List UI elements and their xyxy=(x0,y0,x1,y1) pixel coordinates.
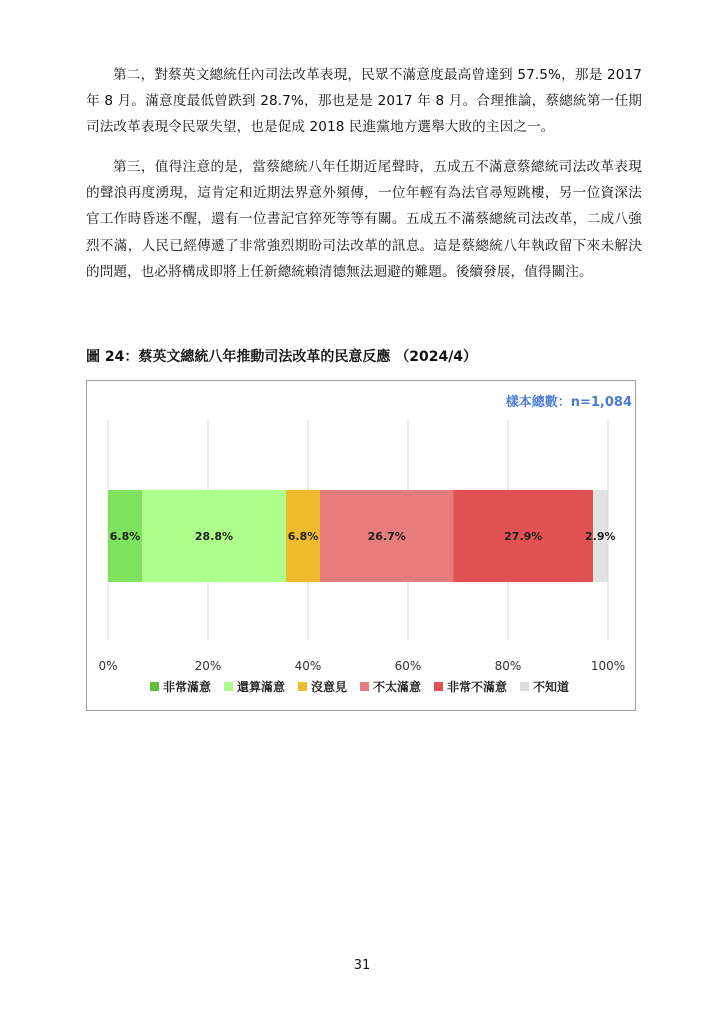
legend-swatch xyxy=(298,682,307,691)
data-label: 26.7% xyxy=(367,530,406,543)
data-label: 2.9% xyxy=(584,530,616,543)
page-number: 31 xyxy=(353,958,371,973)
legend-swatch xyxy=(150,682,159,691)
figure-caption: 圖 24：蔡英文總統八年推動司法改革的民意反應 （2024/4） xyxy=(86,349,478,365)
stacked-bar-chart xyxy=(86,380,636,711)
legend-swatch xyxy=(360,682,369,691)
x-tick-label: 60% xyxy=(394,659,422,673)
data-label: 28.8% xyxy=(194,530,234,543)
legend-label: 沒意見 xyxy=(311,680,348,694)
data-label: 6.8% xyxy=(109,530,141,543)
x-tick-label: 100% xyxy=(590,659,626,673)
x-tick-label: 40% xyxy=(294,659,322,673)
data-label: 27.9% xyxy=(504,530,543,543)
paragraph-2: 第三，值得注意的是，當蔡總統八年任期近尾聲時，五成五不滿意蔡總統司法改革表現的聲浪再度湧現，這肯定和近期法界意外頻傳，一位年輕有為法官尋短跳樓，另一位資深法官工作時昏迷不醒，還有一位書記官猝死等等有關。五成五不滿蔡總統司法改革，二成八強烈不滿，人民已經傳遞了非常強烈期盼司法改革的訊息。這是蔡總統八年執政留下來未解決的問題，也必將構成即將上任新總統賴清德無法迴避的難題。後續發展，值得關注。 xyxy=(86,159,642,280)
legend-label: 非常滿意 xyxy=(163,680,212,694)
legend-label: 還算滿意 xyxy=(237,680,286,694)
legend-label: 非常不滿意 xyxy=(447,680,508,694)
legend-swatch xyxy=(434,682,443,691)
legend-label: 不太滿意 xyxy=(373,680,422,694)
x-tick-label: 20% xyxy=(194,659,222,673)
legend-swatch xyxy=(520,682,529,691)
data-label: 6.8% xyxy=(287,530,319,543)
legend-label: 不知道 xyxy=(533,680,570,694)
x-tick-label: 80% xyxy=(494,659,522,673)
sample-size-note: 樣本總數：n=1,084 xyxy=(505,395,632,410)
x-tick-label: 0% xyxy=(98,659,118,673)
paragraph-1: 第二，對蔡英文總統任內司法改革表現，民眾不滿意度最高曾達到 57.5%，那是 2017 年 8 月。滿意度最低曾跌到 28.7%，那也是是 2017 年 8 月。合理推論，蔡總統第一任期司法改革表現令民眾失望，也是促成 2018 民進黨地方選舉大敗的主因之一。 xyxy=(86,67,642,136)
legend-swatch xyxy=(224,682,233,691)
